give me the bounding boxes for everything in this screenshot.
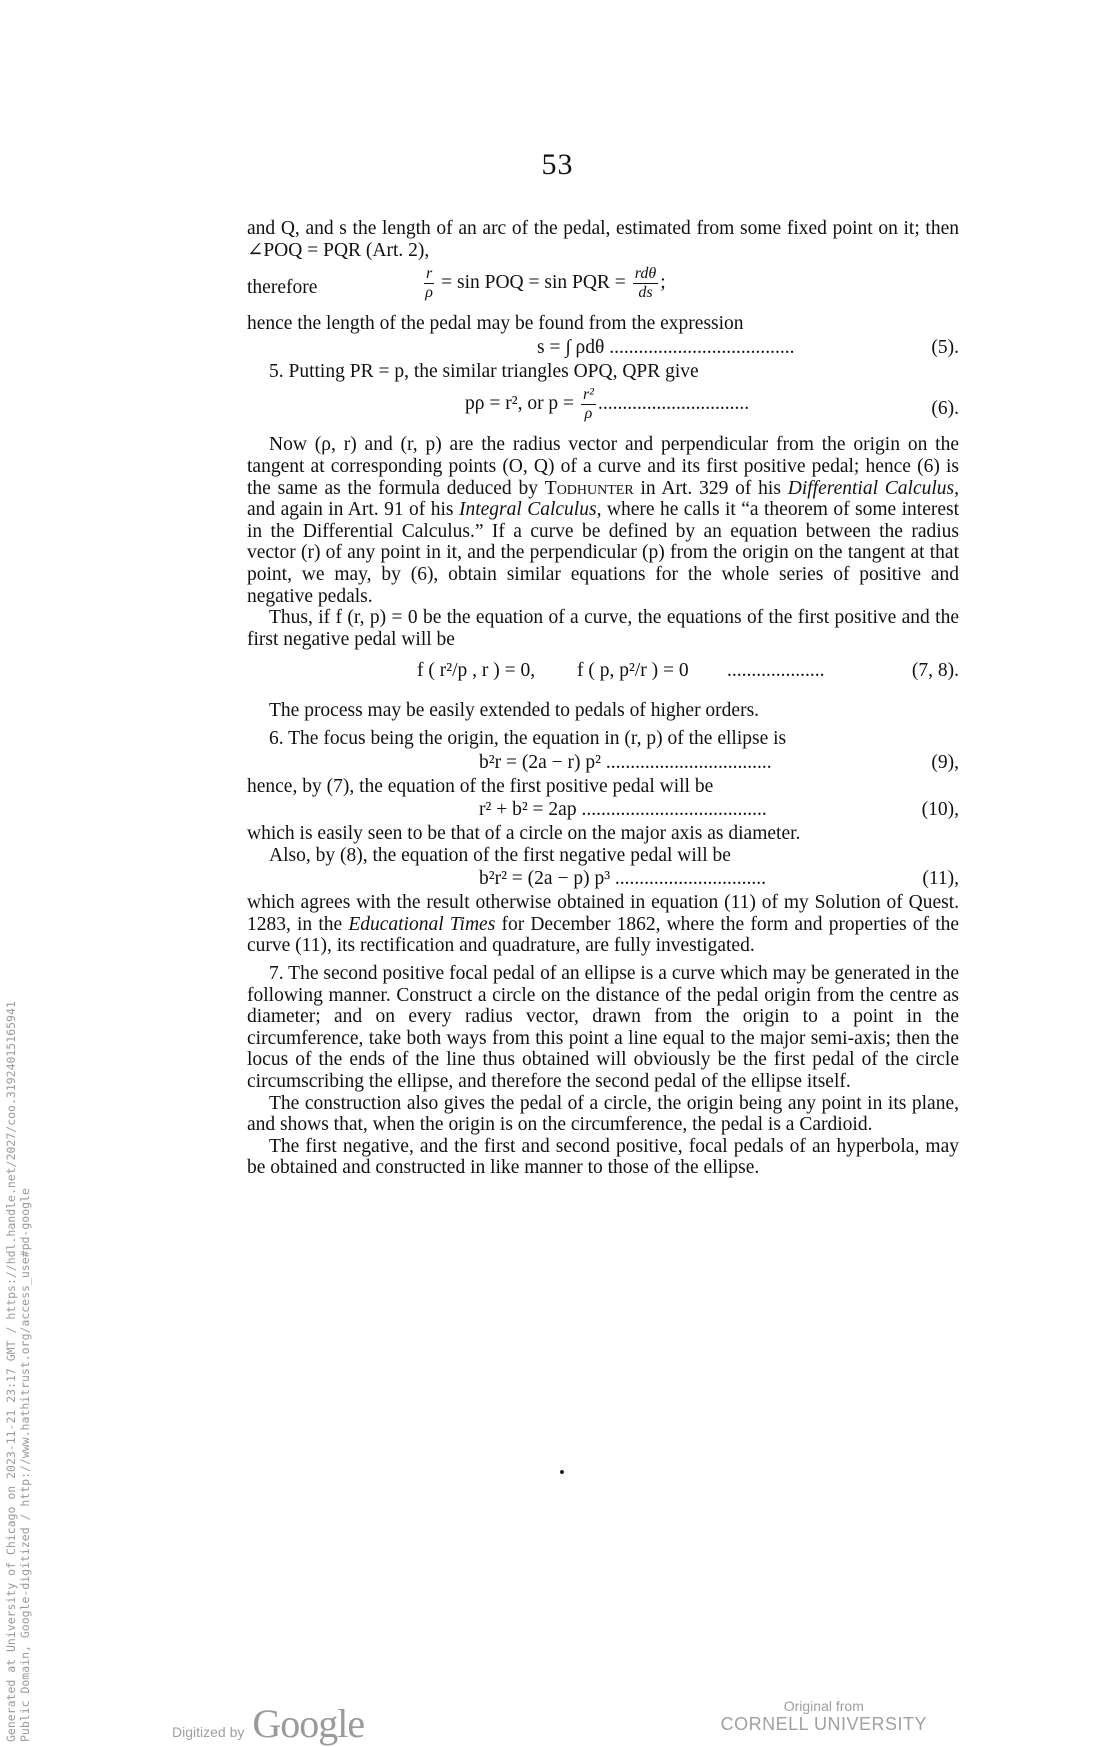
equation-7-8 — [247, 652, 959, 692]
equation-9-body: b²r = (2a − r) p² .................................. — [479, 751, 772, 773]
fraction-numerator: r — [426, 265, 433, 283]
fraction-denominator: ds — [638, 284, 653, 302]
fraction-denominator: ρ — [425, 284, 433, 302]
fraction-r-rho — [424, 265, 434, 302]
title-integral-calculus: Integral Calculus — [458, 499, 597, 521]
fraction-rdtheta-ds — [633, 265, 659, 302]
original-from-label: Original from — [783, 1698, 864, 1714]
paragraph-intro: and Q, and s the length of an arc of the pedal, estimated from some fixed point on it; then ∠POQ = PQR (Art. 2), — [247, 218, 959, 261]
paragraph-construction: The construction also gives the pedal of a circle, the origin being any point in its plane, and shows that, when the origin is on the circumference, the pedal is a Cardioid. — [247, 1092, 959, 1136]
speck-mark — [560, 1470, 564, 1474]
hence-7-line: hence, by (7), the equation of the first positive pedal will be — [247, 775, 714, 797]
hence-line: hence the length of the pedal may be found from the expression — [247, 313, 744, 335]
equation-therefore-body: $\frac{r}{\rho}$ = sin POQ = sin PQR = $\frac{\text{rdθ}}{ds}$ ; — [425, 265, 666, 302]
paragraph-6: 6. The focus being the origin, the equation in (r, p) of the ellipse is — [269, 727, 787, 749]
paragraph-hyperbola: The first negative, and the first and second positive, focal pedals of an hyperbola, may be obtained and constructed in like manner to those of the ellipse. — [247, 1135, 959, 1179]
paragraph-7: 7. The second positive focal pedal of an ellipse is a curve which may be generated in the following manner. Construct a circle on the distance of the pedal origin from the centre as diameter; and on every radius vector, drawn from the origin to a point in the circumference, take both ways from this point a line equal to the major semi-axis; then the locus of the ends of the line thus obtained will obviously be the first pedal of the circle circumscribing the ellipse, and therefore the second pedal of the ellipse itself. — [247, 963, 959, 1093]
paragraph-agrees — [247, 892, 959, 957]
equation-5-number: (5). — [931, 336, 959, 358]
watermark-line-1: Generated at University of Chicago on 2023-11-21 23:17 GMT / https://hdl.handle.net/2027/coo.31924015165941 — [4, 1001, 18, 1742]
equation-7-8-leader: .................... — [727, 660, 825, 682]
paragraph-now-text-3: , and again in Art. 91 of his — [247, 477, 960, 521]
equation-11 — [247, 868, 959, 890]
equation-5-body: s = ∫ ρdθ ...................................... — [537, 336, 795, 358]
equation-11-body: b²r² = (2a − p) p³ ............................... — [479, 868, 767, 890]
google-logo: Google — [252, 1701, 365, 1746]
paragraph-now-text-2: in Art. 329 of his — [640, 477, 781, 499]
equation-6-left: pρ = r², or p = — [465, 393, 575, 415]
equation-11-number: (11), — [922, 868, 959, 890]
equation-10 — [247, 799, 959, 821]
fraction-numerator: r² — [582, 386, 594, 404]
author-todhunter: Todhunter — [544, 477, 634, 499]
digitized-by-label: Digitized by — [172, 1724, 245, 1740]
equation-5 — [247, 337, 959, 359]
equation-6-body — [465, 386, 749, 423]
digitized-by-google — [172, 1700, 364, 1747]
equation-8: f ( p, p²/r ) = 0 — [577, 660, 689, 682]
therefore-label: therefore — [247, 277, 318, 299]
paragraph-now — [247, 434, 959, 607]
page-number: 53 — [541, 148, 574, 181]
equation-9-number: (9), — [931, 751, 959, 773]
institution-name: CORNELL UNIVERSITY — [720, 1714, 927, 1734]
paragraph-thus: Thus, if f (r, p) = 0 be the equation of a curve, the equations of the first positive and the first negative pedal will be — [247, 607, 959, 650]
paragraph-agrees-text: which agrees with the result otherwise obtained in equation (11) of my Solution of Quest. 1283, in the — [247, 892, 959, 935]
equation-therefore-rhs: = sin POQ = sin PQR = — [441, 272, 626, 294]
equation-10-number: (10), — [921, 799, 959, 821]
equation-7: f ( r²/p , r ) = 0, — [417, 660, 536, 682]
equation-6 — [247, 386, 959, 430]
fraction-denominator: ρ — [584, 405, 593, 423]
fraction-numerator: rdθ — [634, 265, 657, 283]
page-body — [247, 218, 959, 1179]
original-from — [721, 1698, 927, 1735]
title-educational-times: Educational Times — [348, 913, 496, 935]
paragraph-5: 5. Putting PR = p, the similar triangles OPQ, QPR give — [269, 360, 699, 382]
paragraph-agrees-text-2: for December 1862, where the form and properties of the curve (11), its rectification and quadrature, are fully investigated. — [247, 913, 960, 957]
paragraph-process: The process may be easily extended to pedals of higher orders. — [269, 700, 760, 722]
paragraph-now-text-4: , where he calls it “a theorem of some interest in the Differential Calculus.” If a curve be defined by an equation between the radius vector (r) of any point in it, and the perpendicular (p) from the origin on the tangent at that point, we may, by (6), obtain similar equations for the whole series of positive and negative pedals. — [247, 499, 960, 607]
equation-6-number: (6). — [931, 398, 959, 420]
which-circle-line: which is easily seen to be that of a circle on the major axis as diameter. — [247, 823, 801, 845]
equation-7-8-number: (7, 8). — [911, 660, 959, 682]
watermark-line-2: Public Domain, Google-digitized / http://www.hathitrust.org/access_use#pd-google — [18, 1188, 32, 1742]
equation-10-body: r² + b² = 2ap ...................................... — [479, 799, 767, 821]
fraction-r2-rho — [581, 386, 596, 423]
title-differential-calculus: Differential Calculus — [787, 477, 955, 499]
also-8-line: Also, by (8), the equation of the first negative pedal will be — [269, 844, 731, 866]
paragraph-now-text: Now (ρ, r) and (r, p) are the radius vector and perpendicular from the origin on the tangent at corresponding points (O, Q) of a curve and its first positive pedal; hence (6) is the same as the formula deduced by — [247, 434, 959, 499]
equation-therefore — [247, 265, 959, 309]
equation-9 — [247, 752, 959, 774]
equation-6-leader: ............................... — [597, 393, 750, 415]
provenance-watermark — [4, 1001, 32, 1742]
